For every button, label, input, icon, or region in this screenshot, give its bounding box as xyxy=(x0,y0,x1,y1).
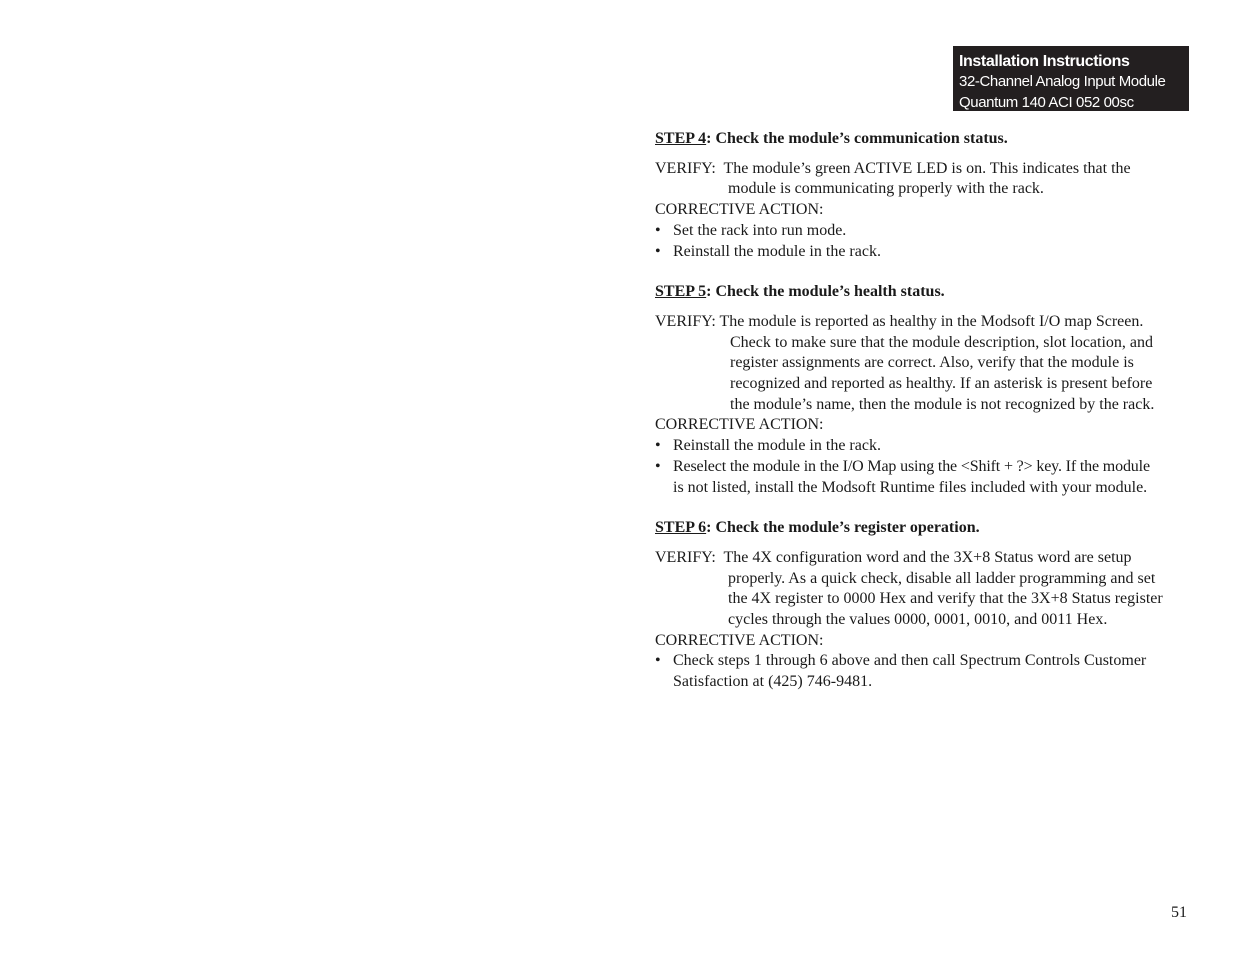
list-item-text: Reinstall the module in the rack. xyxy=(673,242,881,260)
list-item-text-continuation: is not listed, install the Modsoft Runtime files included with your module. xyxy=(673,478,1148,496)
step-6-number: STEP 6 xyxy=(655,519,707,537)
step-4-section xyxy=(655,129,1195,262)
document-header-box xyxy=(953,46,1189,111)
step-5-verify-text: The module is reported as healthy in the Modsoft I/O map Screen. xyxy=(719,312,1144,330)
step-4-heading xyxy=(655,129,1195,150)
step-4-verify-continuation: module is communicating properly with the rack. xyxy=(728,180,1044,198)
step-5-verify xyxy=(655,312,1195,416)
header-title: Installation Instructions xyxy=(959,53,1130,70)
step-4-verify-label: VERIFY: xyxy=(655,159,724,177)
step-6-verify-line-2: properly. As a quick check, disable all ladder programming and set xyxy=(728,569,1156,587)
list-item xyxy=(655,436,1195,457)
step-6-verify xyxy=(655,548,1195,631)
step-5-verify-label: VERIFY: xyxy=(655,312,720,330)
list-item xyxy=(655,221,1195,242)
step-4-verify-text: The module’s green ACTIVE LED is on. This indicates that the xyxy=(723,159,1131,177)
list-item-text-continuation: Satisfaction at (425) 746-9481. xyxy=(673,673,873,691)
bullet-icon: • xyxy=(655,437,661,455)
header-module-name: 32-Channel Analog Input Module xyxy=(959,73,1166,90)
list-item xyxy=(655,651,1195,692)
step-5-heading-text: : Check the module’s health status. xyxy=(706,283,945,301)
bullet-icon: • xyxy=(655,457,661,475)
step-5-corrective-list xyxy=(655,436,1195,498)
step-5-verify-line-2: Check to make sure that the module description, slot location, and xyxy=(730,333,1154,351)
step-6-verify-line-4: cycles through the values 0000, 0001, 0010, and 0011 Hex. xyxy=(728,611,1108,629)
step-4-number: STEP 4 xyxy=(655,130,707,147)
step-6-corrective-label: CORRECTIVE ACTION: xyxy=(655,631,824,649)
list-item xyxy=(655,242,1195,263)
list-item-text: Reselect the module in the I/O Map using the <Shift + ?> key. If the module xyxy=(673,457,1150,475)
step-5-verify-line-4: recognized and reported as healthy. If an asterisk is present before xyxy=(730,375,1153,393)
bullet-icon: • xyxy=(655,652,661,670)
step-6-verify-text: The 4X configuration word and the 3X+8 Status word are setup xyxy=(723,548,1132,566)
bullet-icon: • xyxy=(655,242,661,260)
step-5-verify-first-line xyxy=(655,312,1195,333)
step-4-verify-first-line xyxy=(655,159,1195,180)
step-6-heading xyxy=(655,518,1195,539)
list-item-text: Reinstall the module in the rack. xyxy=(673,437,881,455)
step-6-verify-first-line xyxy=(655,548,1195,569)
step-4-corrective-list xyxy=(655,221,1195,262)
step-4-heading-text: : Check the module’s communication status. xyxy=(706,130,1008,147)
step-5-number: STEP 5 xyxy=(655,283,707,301)
list-item-text: Set the rack into run mode. xyxy=(673,221,847,239)
step-5-corrective-label: CORRECTIVE ACTION: xyxy=(655,416,824,434)
list-item-text: Check steps 1 through 6 above and then call Spectrum Controls Customer xyxy=(673,652,1147,670)
step-5-heading xyxy=(655,282,1195,303)
list-item xyxy=(655,457,1195,498)
step-6-verify-label: VERIFY: xyxy=(655,548,724,566)
step-6-corrective-list xyxy=(655,651,1195,692)
step-4-corrective-label: CORRECTIVE ACTION: xyxy=(655,201,824,219)
step-4-verify xyxy=(655,159,1195,200)
page-number: 51 xyxy=(1171,904,1187,921)
step-5-verify-line-5: the module’s name, then the module is not recognized by the rack. xyxy=(730,395,1155,413)
step-5-section xyxy=(655,282,1195,498)
step-6-verify-line-3: the 4X register to 0000 Hex and verify that the 3X+8 Status register xyxy=(728,590,1163,608)
header-model-number: Quantum 140 ACI 052 00sc xyxy=(959,93,1134,111)
step-5-verify-line-3: register assignments are correct. Also, verify that the module is xyxy=(730,354,1134,372)
step-6-section xyxy=(655,518,1195,693)
bullet-icon: • xyxy=(655,221,661,239)
page-content xyxy=(655,129,1195,693)
step-6-heading-text: : Check the module’s register operation. xyxy=(706,519,980,537)
